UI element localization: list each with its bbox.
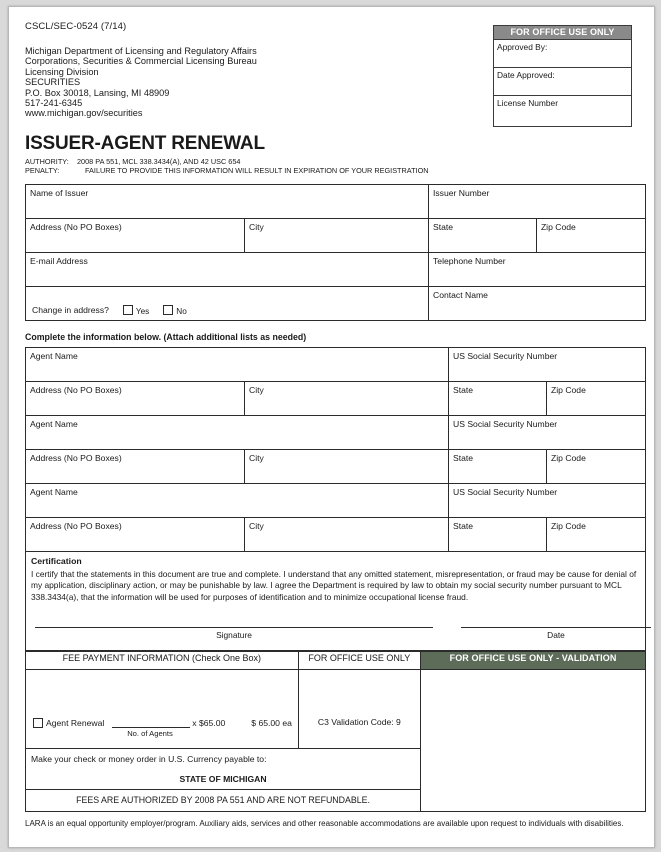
fee-multiplier: x $65.00: [192, 718, 226, 729]
field-agent-state-3[interactable]: State: [449, 517, 547, 551]
signature-area: [31, 627, 639, 644]
field-date-approved[interactable]: Date Approved:: [494, 68, 631, 96]
agency-phone: 517-241-6345: [25, 98, 83, 109]
table-row: [26, 517, 646, 551]
field-agent-address-3[interactable]: Address (No PO Boxes): [26, 517, 245, 551]
field-license-number[interactable]: License Number: [497, 98, 558, 108]
field-issuer-address[interactable]: Address (No PO Boxes): [26, 218, 245, 252]
table-row: [26, 483, 646, 517]
change-address-yes-option[interactable]: [123, 305, 149, 316]
field-issuer-city[interactable]: City: [245, 218, 429, 252]
agency-line-5: P.O. Box 30018, Lansing, MI 48909: [25, 87, 170, 98]
table-row: [26, 381, 646, 415]
field-agent-name-3[interactable]: Agent Name: [26, 483, 449, 517]
table-row: [26, 415, 646, 449]
page-title: ISSUER-AGENT RENEWAL: [25, 132, 265, 154]
agency-line-3: Licensing Division: [25, 66, 99, 77]
agency-website: www.michigan.gov/securities: [25, 108, 143, 119]
fee-each: $ 65.00 ea: [251, 718, 292, 729]
penalty-row: [25, 166, 646, 175]
agents-instruction: Complete the information below. (Attach additional lists as needed): [25, 331, 307, 342]
field-agent-name-1[interactable]: Agent Name: [26, 347, 449, 381]
fee-office-header: FOR OFFICE USE ONLY: [298, 652, 420, 670]
legal-notice: [25, 157, 646, 175]
table-row: [26, 449, 646, 483]
field-agent-zip-1[interactable]: Zip Code: [547, 381, 646, 415]
form-code: CSCL/SEC-0524 (7/14): [25, 21, 127, 32]
authority-label: AUTHORITY:: [25, 156, 69, 166]
date-field[interactable]: [461, 627, 651, 640]
field-agent-state-2[interactable]: State: [449, 449, 547, 483]
agent-renewal-label: Agent Renewal: [46, 718, 105, 729]
checkbox-yes-icon[interactable]: [123, 305, 133, 315]
certification-heading: Certification: [31, 555, 82, 566]
penalty-label: PENALTY:: [25, 165, 60, 175]
fee-validation-cell: [421, 670, 646, 812]
signature-field[interactable]: [35, 627, 433, 640]
fee-renewal-cell[interactable]: [26, 670, 299, 749]
table-row: [26, 218, 646, 252]
checkbox-no-icon[interactable]: [163, 305, 173, 315]
field-agent-state-1[interactable]: State: [449, 381, 547, 415]
change-address-row: [32, 287, 428, 327]
issuer-information-table: [25, 184, 646, 321]
change-address-question: Change in address?: [32, 305, 109, 316]
checkbox-agent-renewal-icon[interactable]: [33, 718, 43, 728]
table-row: [26, 252, 646, 286]
field-issuer-email[interactable]: E-mail Address: [26, 252, 429, 286]
fee-payment-header: FEE PAYMENT INFORMATION (Check One Box): [26, 652, 299, 670]
agents-table: [25, 347, 646, 552]
form-page: [8, 6, 655, 848]
field-agent-zip-3[interactable]: Zip Code: [547, 517, 646, 551]
field-agent-address-2[interactable]: Address (No PO Boxes): [26, 449, 245, 483]
field-agent-address-1[interactable]: Address (No PO Boxes): [26, 381, 245, 415]
fees-authorized-text: FEES ARE AUTHORIZED BY 2008 PA 551 AND ARE NOT REFUNDABLE.: [76, 795, 370, 806]
fee-body-row: [26, 670, 646, 749]
no-label: No: [176, 306, 187, 316]
form-content: [25, 21, 646, 829]
field-agent-name-2[interactable]: Agent Name: [26, 415, 449, 449]
field-agent-city-1[interactable]: City: [245, 381, 449, 415]
fee-header-row: [26, 652, 646, 670]
no-of-agents-label: No. of Agents: [127, 729, 173, 739]
agency-line-1: Michigan Department of Licensing and Regulatory Affairs: [25, 46, 257, 56]
no-of-agents-input[interactable]: [112, 717, 190, 728]
date-label: Date: [547, 630, 565, 641]
field-agent-zip-2[interactable]: Zip Code: [547, 449, 646, 483]
field-contact-name[interactable]: Contact Name: [429, 286, 646, 320]
certification-text: I certify that the statements in this document are true and complete. I understand that any omitted statement, misrepresentation, or fraud may be cause for denial of my application, disciplinary action, or may be punishable by law. I agree the Department is required by law to obtain my social security number pursuant to MCL 338.3434(a), that the information will be used for purposes of identification and to minimize occupational license fraud.: [31, 568, 637, 602]
field-agent-ssn-3[interactable]: US Social Security Number: [449, 483, 646, 517]
field-agent-ssn-2[interactable]: US Social Security Number: [449, 415, 646, 449]
payable-instruction: Make your check or money order in U.S. Currency payable to:: [31, 754, 267, 765]
authority-value: 2008 PA 551, MCL 338.3434(A), AND 42 USC 654: [77, 156, 241, 166]
change-address-no-option[interactable]: [163, 305, 186, 316]
field-name-of-issuer[interactable]: Name of Issuer: [26, 184, 429, 218]
agent-renewal-line: [27, 671, 297, 728]
agency-line-4: SECURITIES: [25, 77, 81, 88]
table-row: [26, 184, 646, 218]
footer-disclaimer: LARA is an equal opportunity employer/program. Auxiliary aids, services and other reasonable accommodations are available upon request to individuals with disabilities.: [25, 819, 624, 829]
fee-payment-table: [25, 651, 646, 812]
field-change-in-address[interactable]: [26, 286, 429, 320]
field-agent-city-3[interactable]: City: [245, 517, 449, 551]
fee-validation-header: FOR OFFICE USE ONLY - VALIDATION: [421, 652, 646, 670]
field-issuer-state[interactable]: State: [429, 218, 537, 252]
field-agent-city-2[interactable]: City: [245, 449, 449, 483]
field-issuer-number[interactable]: Issuer Number: [429, 184, 646, 218]
table-row: [26, 286, 646, 320]
payable-to-name: STATE OF MICHIGAN: [179, 774, 267, 785]
office-use-only-box: [493, 25, 632, 127]
penalty-value: FAILURE TO PROVIDE THIS INFORMATION WILL RESULT IN EXPIRATION OF YOUR REGISTRATION: [85, 165, 429, 175]
payable-cell: [26, 749, 421, 790]
agency-line-2: Corporations, Securities & Commercial Licensing Bureau: [25, 56, 257, 67]
field-approved-by[interactable]: Approved By:: [494, 40, 631, 68]
certification-block: [25, 552, 646, 651]
field-agent-ssn-1[interactable]: US Social Security Number: [449, 347, 646, 381]
office-use-header: FOR OFFICE USE ONLY: [494, 26, 631, 40]
fee-office-cell: [298, 670, 420, 749]
signature-label: Signature: [216, 630, 252, 641]
field-issuer-zip[interactable]: Zip Code: [536, 218, 645, 252]
fees-authorized-cell: [26, 790, 421, 812]
table-row: [26, 347, 646, 381]
authority-row: [25, 157, 646, 166]
yes-label: Yes: [135, 306, 150, 316]
validation-code-text: C3 Validation Code: 9: [317, 717, 401, 728]
field-issuer-phone[interactable]: Telephone Number: [429, 252, 646, 286]
